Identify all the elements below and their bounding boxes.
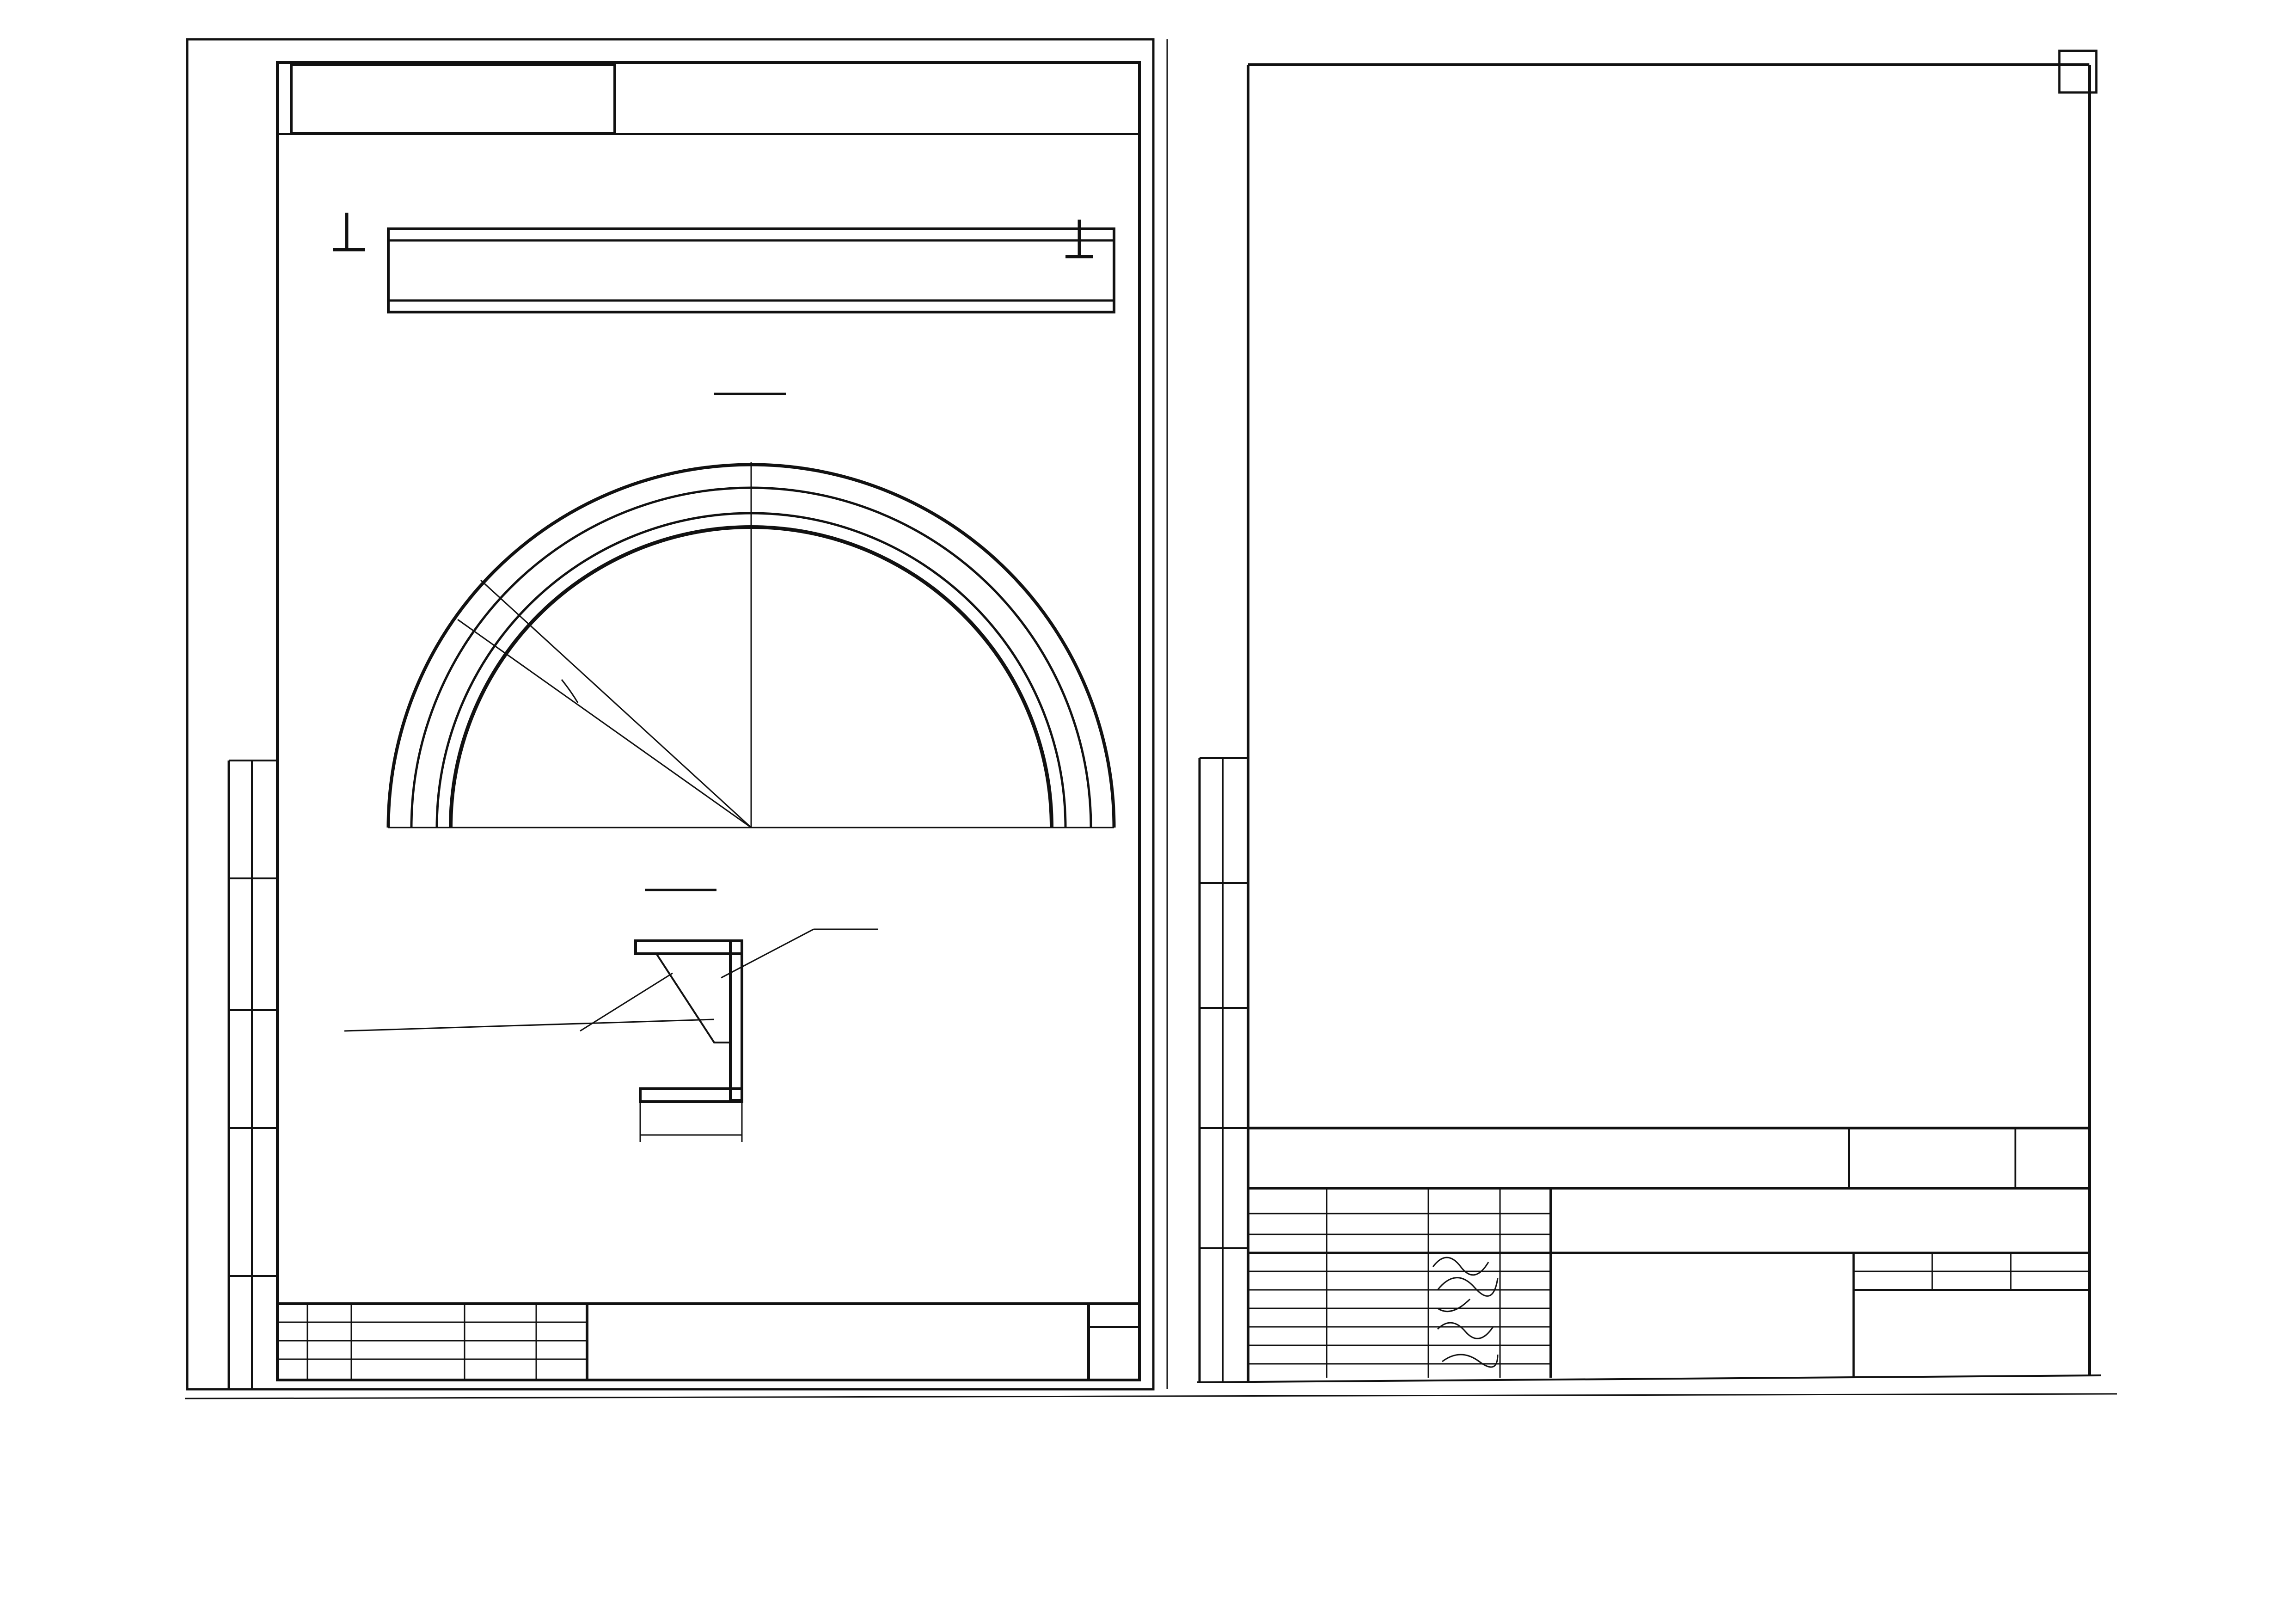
left-sheet xyxy=(187,39,1153,1389)
signature-scribble xyxy=(1433,1257,1498,1367)
side-view xyxy=(333,213,1114,312)
left-side-strip xyxy=(229,761,277,1389)
ring-half-view xyxy=(388,462,1114,828)
left-sheet-outer-frame xyxy=(187,39,1153,1389)
channel-section xyxy=(344,929,878,1142)
right-side-strip xyxy=(1200,758,1248,1382)
left-stamp-box xyxy=(291,65,615,133)
right-sheet xyxy=(1197,51,2101,1382)
left-sheet-inner-frame xyxy=(277,62,1139,1380)
left-title-block xyxy=(277,1304,1139,1380)
right-title-block xyxy=(1248,1188,2089,1378)
